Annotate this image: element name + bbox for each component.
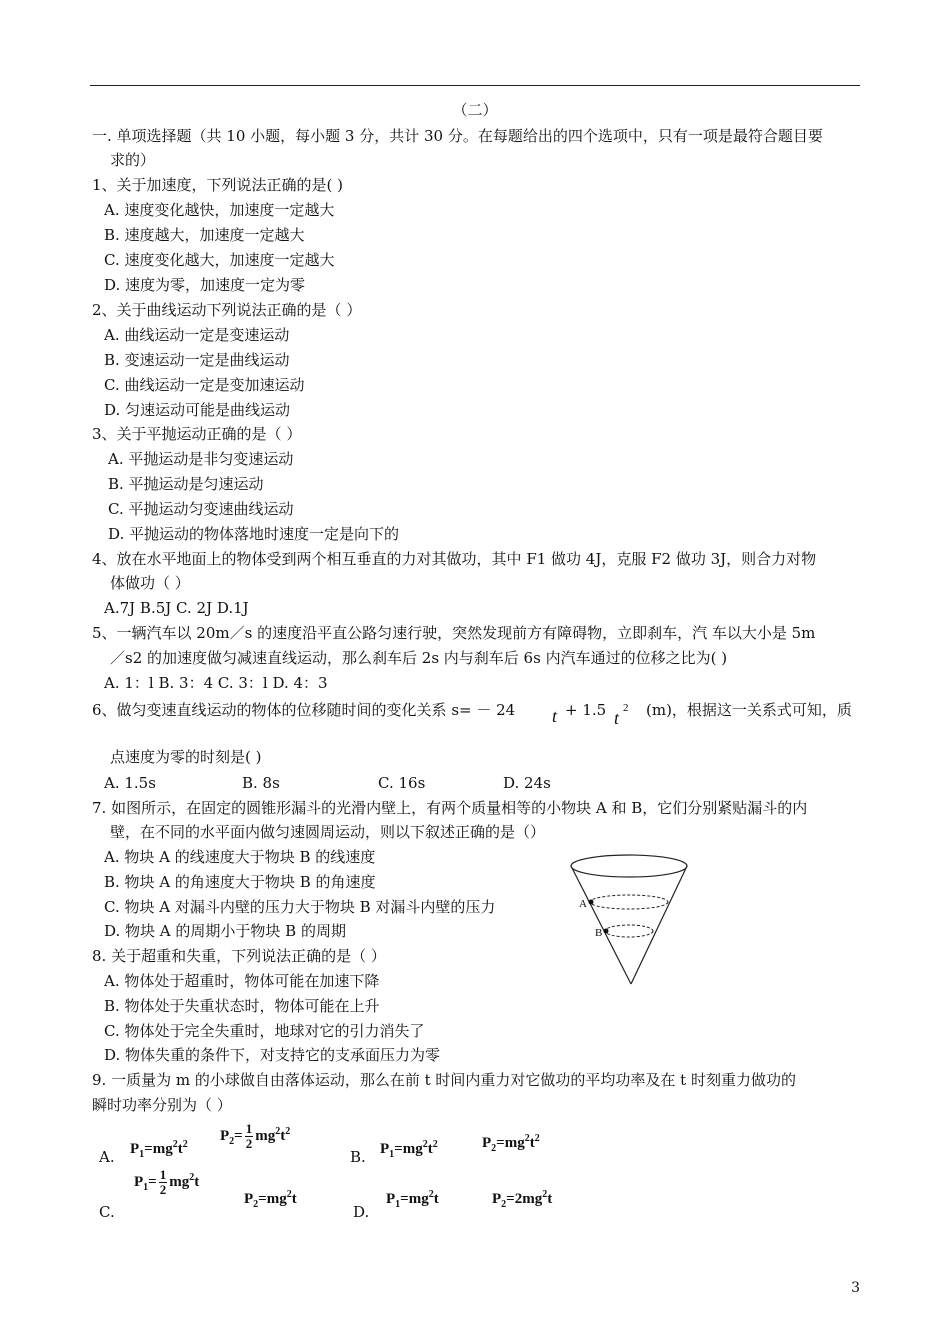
q9-option-c-p1: $P_1=$ $\frac{1}{2}$ $mg^2t$ (134, 1167, 200, 1197)
q9-option-a-p2: $P_2=$ $\frac{1}{2}$ $mg^2t^2$ (220, 1121, 291, 1151)
q6-option-a: A. 1.5s (104, 774, 156, 792)
q7-option-d: D. 物块 A 的周期小于物块 B 的周期 (104, 922, 346, 940)
q7-option-c: C. 物块 A 对漏斗内壁的压力大于物块 B 对漏斗内壁的压力 (104, 898, 496, 916)
q4-options: A.7J B.5J C. 2J D.1J (104, 599, 249, 617)
q8-option-a: A. 物体处于超重时，物体可能在加速下降 (104, 972, 380, 990)
funnel-right-wall (631, 866, 687, 984)
q4-stem-1: 4、放在水平地面上的物体受到两个相互垂直的力对其做功，其中 F1 做功 4J，克服 F2 做功 3J，则合力对物 (92, 550, 817, 568)
q3-stem: 3、关于平抛运动正确的是（ ） (92, 425, 302, 443)
q9-stem-1: 9. 一质量为 m 的小球做自由落体运动，那么在前 t 时间内重力对它做功的平均功率及在 t 时刻重力做功的 (92, 1071, 796, 1089)
funnel-rim (571, 855, 687, 877)
q2-option-b: B. 变速运动一定是曲线运动 (104, 351, 290, 369)
q6-stem-part-b: + 1.5 (565, 701, 607, 719)
q1-stem: 1、关于加速度，下列说法正确的是( ) (92, 176, 344, 194)
q2-option-d: D. 匀速运动可能是曲线运动 (104, 401, 291, 419)
q6-option-b: B. 8s (242, 774, 280, 792)
q6-stem-part-c: (m)，根据这一关系式可知，质 (646, 701, 852, 719)
q1-option-b: B. 速度越大，加速度一定越大 (104, 226, 305, 244)
q2-stem: 2、关于曲线运动下列说法正确的是（ ） (92, 301, 362, 319)
q1-option-c: C. 速度变化越大，加速度一定越大 (104, 251, 335, 269)
block-b-dot (604, 929, 609, 934)
q5-options: A. 1：l B. 3：4 C. 3：l D. 4：3 (104, 674, 328, 692)
q2-option-c: C. 曲线运动一定是变加速运动 (104, 376, 305, 394)
block-a-dot (589, 900, 594, 905)
q3-option-b: B. 平抛运动是匀速运动 (108, 475, 264, 493)
q8-option-d: D. 物体失重的条件下，对支持它的支承面压力为零 (104, 1046, 441, 1064)
q8-stem: 8. 关于超重和失重，下列说法正确的是（ ） (92, 947, 386, 965)
q9-option-b-p2: $P_2=mg^2t^2$ (482, 1133, 540, 1154)
q2-option-a: A. 曲线运动一定是变速运动 (104, 326, 290, 344)
q8-option-b: B. 物体处于失重状态时，物体可能在上升 (104, 997, 380, 1015)
q4-stem-2: 体做功（ ） (110, 574, 190, 592)
q7-option-a: A. 物块 A 的线速度大于物块 B 的线速度 (104, 848, 376, 866)
q9-option-c-p2: $P_2=mg^2t$ (244, 1189, 297, 1210)
instructions-line-2: 求的） (110, 151, 156, 169)
q7-stem-1: 7. 如图所示，在固定的圆锥形漏斗的光滑内壁上，有两个质量相等的小物块 A 和 B，它们分别紧贴漏斗的内 (92, 799, 808, 817)
q9-option-a-label: A. (99, 1148, 115, 1166)
q6-option-d: D. 24s (503, 774, 551, 792)
q9-stem-2: 瞬时功率分别为（ ） (92, 1096, 232, 1114)
q3-option-d: D. 平抛运动的物体落地时速度一定是向下的 (108, 525, 400, 543)
q3-option-a: A. 平抛运动是非匀变速运动 (108, 450, 294, 468)
q9-option-c-label: C. (99, 1203, 115, 1221)
q7-stem-2: 壁，在不同的水平面内做匀速圆周运动，则以下叙述正确的是（） (110, 823, 546, 841)
q6-stem-part-a: 6、做匀变速直线运动的物体的位移随时间的变化关系 s= － 24 (92, 701, 516, 719)
q1-option-d: D. 速度为零，加速度一定为零 (104, 276, 306, 294)
q6-option-c: C. 16s (378, 774, 426, 792)
q9-option-b-label: B. (350, 1148, 366, 1166)
q3-option-c: C. 平抛运动匀变速曲线运动 (108, 500, 294, 518)
q1-option-a: A. 速度变化越快，加速度一定越大 (104, 201, 335, 219)
q7-option-b: B. 物块 A 的角速度大于物块 B 的角速度 (104, 873, 376, 891)
instructions-line-1: 一. 单项选择题（共 10 小题，每小题 3 分，共计 30 分。在每题给出的四个选项中，只有一项是最符合题目要 (92, 127, 823, 145)
q9-option-d-p1: $P_1=mg^2t$ (386, 1189, 439, 1210)
q6-variable-t1: t (552, 706, 558, 726)
q6-variable-t2: t (614, 708, 620, 728)
q9-option-d-label: D. (353, 1203, 370, 1221)
header-rule (90, 85, 860, 86)
q6-stem-2: 点速度为零的时刻是( ) (110, 748, 262, 766)
section-title: （二） (452, 101, 498, 119)
q9-option-b-p1: $P_1=mg^2t^2$ (380, 1139, 438, 1160)
orbit-b (605, 925, 653, 937)
label-b: B (595, 927, 603, 939)
page-number: 3 (851, 1280, 860, 1296)
orbit-a (590, 895, 668, 909)
funnel-diagram (565, 852, 695, 990)
q8-option-c: C. 物体处于完全失重时，地球对它的引力消失了 (104, 1022, 425, 1040)
q5-stem-2: ／s2 的加速度做匀减速直线运动，那么刹车后 2s 内与刹车后 6s 内汽车通过的位移之比为( ) (110, 649, 728, 667)
funnel-left-wall (571, 866, 631, 984)
label-a: A (579, 898, 587, 910)
q9-option-a-p1: $P_1=mg^2t^2$ (130, 1139, 188, 1160)
q6-exponent: 2 (623, 702, 629, 714)
q5-stem-1: 5、一辆汽车以 20m／s 的速度沿平直公路匀速行驶，突然发现前方有障碍物，立即刹车，汽 车以大小是 5m (92, 624, 816, 642)
q9-option-d-p2: $P_2=2mg^2t$ (492, 1189, 553, 1210)
